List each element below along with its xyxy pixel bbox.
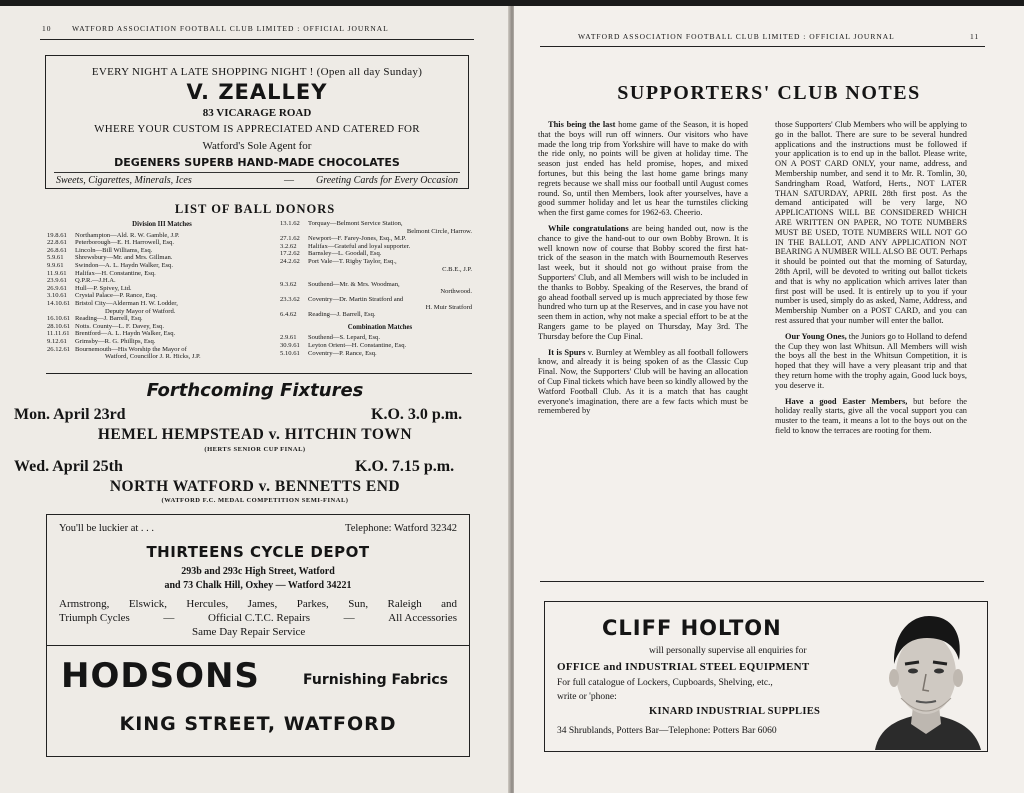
fixture-1-note: (HERTS SENIOR CUP FINAL) (204, 446, 306, 453)
donor-text: Reading—J. Barrell, Esq. (75, 315, 143, 323)
donor-text: Newport—F. Farey-Jones, Esq., M.P. (308, 235, 407, 243)
notes-text-spurs: v. Burnley at Wembley as all football followers know, and already it is being spoken of as the Classic Cup Final. Now, the Supporters' Club will be having an allocation of Cup Final tickets which have been so kindly allowed by the Watford Football Club. As it is a match that has caught everyone's imagination, there are a few facts which must be remembered by (538, 347, 748, 416)
fixture-2-kickoff: K.O. 7.15 p.m. (355, 458, 455, 475)
division-three-heading: Division III Matches (132, 221, 192, 228)
fixture-1-match: HEMEL HEMPSTEAD v. HITCHIN TOWN (97, 426, 413, 443)
notes-para-last-game (538, 120, 748, 218)
left-page (0, 6, 510, 793)
donor-row (280, 288, 480, 296)
zealley-slogan: WHERE YOUR CUSTOM IS APPRECIATED AND CATERED FOR (94, 123, 420, 135)
cliff-holton-portrait (867, 608, 985, 750)
combination-row (280, 342, 480, 350)
left-page-number: 10 (42, 24, 52, 33)
notes-para-ballot (775, 120, 967, 326)
donor-row (280, 235, 480, 243)
combination-heading: Combination Matches (347, 323, 413, 331)
donor-date: 16.10.61 (47, 315, 71, 323)
donor-date: 5.9.61 (47, 254, 64, 262)
donor-row (47, 292, 277, 300)
notes-lead-congratulations: While congratulations (548, 223, 629, 233)
donor-text: Crystal Palace—P. Rance, Esq. (75, 292, 158, 300)
notes-text-congratulations: are being handed out, now is the chance to give the hand-out to our own Bobby Brown. It is well known now of course that Bobby scored the first hat-trick of the season in the match with Bournemouth Reserves last week, but it should not go without praise from the Supporters' Club, and all Members will wish to be included in the thanks to Bobby. Speaking of the Reserves, the brand of go ahead football served up is much appreciated by those few hundred who turn up at the Reserves, and in case you have not seen them in action, why not make a special effort to be at the Rangers game to be played on Thursday, May 3rd. The Thursday before the Cup Final. (538, 223, 748, 341)
right-head-rule (540, 46, 985, 47)
notes-lead-last-game: This being the last (548, 120, 616, 129)
donor-text: Brentford—A. L. Haydn Walker, Esq. (75, 330, 176, 338)
zealley-chocolates: DEGENERS SUPERB HAND-MADE CHOCOLATES (114, 156, 400, 169)
donor-row (47, 315, 277, 323)
donor-text: Northwood. (440, 288, 472, 296)
notes-text-easter: but before the holiday really starts, give all the vocal support you can muster to the team, it means a lot to the boys out on the field to know the terraces are rooting for them. (775, 396, 967, 435)
hodsons-street: KING STREET, WATFORD (119, 713, 397, 735)
donor-row (280, 228, 480, 236)
donor-text: Bournemouth—His Worship the Mayor of (75, 345, 187, 353)
donor-date: 26.9.61 (47, 284, 67, 292)
donor-date: 26.12.61 (47, 345, 71, 353)
donor-text: Torquay—Belmont Service Station, (308, 220, 403, 227)
notes-text-young-ones: the Juniors go to Holland to defend the Cup they won last Whitsun. All Members will wish the boys all the best in the Whitsun Competition, it is hoped that they will have a very pleasant trip and that they return home with the trophy again, Good luck boys, you deserve it. (775, 331, 967, 390)
donor-text: Halifax—Grateful and loyal supporter. (308, 242, 411, 250)
fixtures-top-rule (46, 373, 472, 374)
notes-para-easter (775, 397, 967, 436)
donor-text: Grimsby—R. G. Phillips, Esq. (75, 337, 156, 345)
fixture-2-match: NORTH WATFORD v. BENNETTS END (109, 478, 401, 495)
thirteens-brands-1: Armstrong, Elswick, Hercules, James, Parkes, Sun, Raleigh and (59, 598, 457, 610)
donor-text: Watford, Councillor J. R. Hicks, J.P. (105, 353, 201, 361)
donor-text: Peterborough—E. H. Harrowell, Esq. (75, 239, 175, 247)
donor-row (47, 330, 277, 338)
donor-text: Notts. County—L. F. Davey, Esq. (75, 322, 164, 330)
combination-row (280, 334, 480, 342)
donor-date: 6.4.62 (280, 311, 297, 319)
donor-row (280, 273, 480, 281)
notes-lead-young-ones: Our Young Ones, (785, 331, 847, 341)
thirteens-brands-accessories: All Accessories (388, 612, 457, 624)
thirteens-hodsons-ad (46, 514, 470, 757)
notes-lead-easter: Have a good Easter Members, (785, 396, 908, 406)
thirteens-brands-ctc: Official C.T.C. Repairs (208, 612, 310, 624)
holton-company: KINARD INDUSTRIAL SUPPLIES (649, 706, 821, 717)
donor-row (280, 250, 480, 258)
donor-row (47, 232, 277, 240)
donor-text: Port Vale—T. Rigby Taylor, Esq., (308, 257, 397, 265)
donor-date: 23.9.61 (47, 277, 67, 285)
donor-date: 13.1.62 (280, 220, 300, 227)
donor-date: 24.2.62 (280, 257, 300, 265)
donor-row (47, 346, 277, 354)
zealley-tagline: EVERY NIGHT A LATE SHOPPING NIGHT ! (Open all day Sunday) (91, 66, 423, 78)
thirteens-address-1: 293b and 293c High Street, Watford (181, 566, 335, 577)
donor-date: 30.9.61 (280, 341, 300, 349)
donor-text: Coventry—Dr. Martin Stratford and (308, 295, 404, 303)
donor-text: Deputy Mayor of Watford. (105, 307, 176, 315)
donor-date: 9.12.61 (47, 337, 67, 345)
donor-row (280, 258, 480, 266)
thirteens-address-2: and 73 Chalk Hill, Oxhey — Watford 34221 (164, 580, 352, 591)
donor-row (47, 323, 277, 331)
donor-text: Swindon—A. L. Haydn Walker, Esq. (75, 261, 173, 269)
fixture-2-note: (WATFORD F.C. MEDAL COMPETITION SEMI-FINAL) (161, 497, 349, 504)
donor-date (280, 288, 306, 296)
thirteens-telephone: Telephone: Watford 32342 (345, 523, 457, 534)
thirteens-brands-dash-2: — (343, 612, 355, 624)
donor-text: Halifax—H. Constantine, Esq. (75, 269, 156, 277)
donor-text: Belmont Circle, Harrow. (406, 227, 472, 235)
donor-text (306, 273, 480, 281)
hodsons-name: HODSONS (61, 656, 260, 696)
holton-line-2: OFFICE and INDUSTRIAL STEEL EQUIPMENT (557, 661, 810, 673)
notes-para-congratulations (538, 224, 748, 342)
donor-text: C.B.E., J.P. (442, 265, 472, 273)
notes-column-1 (538, 120, 748, 422)
portrait-image (867, 608, 985, 750)
zealley-footer-dash: — (284, 175, 294, 186)
donor-row (280, 266, 480, 274)
donors-right-column (280, 220, 480, 357)
fixture-2-date: Wed. April 25th (14, 458, 123, 475)
donor-row (280, 243, 480, 251)
notes-lead-spurs: It is Spurs (548, 347, 586, 357)
donor-date (280, 266, 306, 274)
donor-date: 2.9.61 (280, 334, 297, 342)
thirteens-brands-dash-1: — (163, 612, 175, 624)
donor-text: Southend—S. Lepard, Esq. (308, 334, 380, 342)
donors-left-column (47, 219, 277, 361)
notes-text-ballot: those Supporters' Club Members who will be applying to go in the ballot. There are sure to be several hundred applications and the instructions must be followed if your application is to end up in the ballot. Please write, ON A POST CARD ONLY, your name, address, and Membership number, and send it to Mr. R. Tomlin, 30, Sandringham Road, Watford, Herts., NOT LATER THAN SATURDAY, APRIL 28th first post. As the demand anticipated will be very large, NO APPLICATIONS WILL BE CONSIDERED WHICH ARE WRITTEN ON PAPER, NO TOTE NUMBERS MUST BE USED, TOTE NUMBERS WILL NOT GO IN THE BALLOT, AND ANY APPLICATION NOT BEARING A NUMBER WILL ALSO BE OUT. Perhaps it should be pointed out that the morning of Saturday, 28th April, will be devoted to writing out ballot tickets and that is why no application which arrives later than first post will be used. It is entirely up to you if your number is used, simply do as asked, Name, Address, and Membership Number on a POST CARD, and you can rest assured that your number will enter the ballot. (775, 120, 967, 325)
zealley-address: 83 VICARAGE ROAD (202, 107, 312, 119)
donor-date: 27.1.62 (280, 235, 300, 243)
donor-date: 26.8.61 (47, 246, 67, 254)
right-page-number: 11 (970, 32, 980, 41)
donor-row (280, 311, 480, 319)
donor-date: 17.2.62 (280, 250, 300, 258)
donor-text: Coventry—P. Rance, Esq. (308, 349, 377, 357)
donor-text: Southend—Mr. & Mrs. Woodman, (308, 280, 400, 288)
donor-text: Hull—P. Spivey, Ltd. (75, 284, 132, 292)
zealley-footer-left: Sweets, Cigarettes, Minerals, Ices (56, 175, 192, 186)
notes-title: SUPPORTERS' CLUB NOTES (617, 82, 921, 104)
donor-row (47, 300, 277, 308)
donor-date: 14.10.61 (47, 299, 71, 307)
donor-text: Barnsley—L. Goodall, Esq. (308, 250, 382, 258)
thirteens-brands-2 (59, 612, 457, 624)
zealley-ad (45, 55, 469, 189)
donor-text: H. Muir Stratford (425, 303, 472, 311)
thirteens-intro: You'll be luckier at . . . (59, 523, 155, 534)
holton-line-3: For full catalogue of Lockers, Cupboards, Shelving, etc., (557, 678, 773, 688)
donor-date: 9.9.61 (47, 261, 64, 269)
donor-row (47, 338, 277, 346)
donor-row (47, 247, 277, 255)
right-running-head: WATFORD ASSOCIATION FOOTBALL CLUB LIMITED : OFFICIAL JOURNAL (578, 32, 895, 41)
fixture-1-date: Mon. April 23rd (14, 406, 126, 423)
thirteens-service: Same Day Repair Service (192, 626, 306, 638)
donor-row (280, 296, 480, 304)
donor-text: Northampton—Ald. R. W. Gamble, J.P. (75, 231, 180, 239)
right-page (514, 6, 1024, 793)
donor-row (280, 220, 480, 228)
notes-column-2 (775, 120, 967, 442)
donor-date: 22.8.61 (47, 239, 67, 247)
holton-line-4: write or 'phone: (557, 692, 617, 702)
head-rule (40, 39, 474, 40)
donor-row (47, 262, 277, 270)
donor-date: 9.3.62 (280, 280, 297, 288)
donor-date: 3.10.61 (47, 292, 67, 300)
donor-text: Bristol City—Alderman H. W. Lodder, (75, 299, 178, 307)
donor-date: 23.3.62 (280, 295, 300, 303)
holton-address: 34 Shrublands, Potters Bar—Telephone: Potters Bar 6060 (557, 726, 777, 736)
notes-para-spurs (538, 348, 748, 417)
zealley-agent-line: Watford's Sole Agent for (202, 140, 312, 152)
donor-text: Reading—J. Barrell, Esq. (308, 311, 376, 319)
donor-row (280, 281, 480, 289)
donor-date: 3.2.62 (280, 242, 297, 250)
donor-text: Q.P.R.—J.H.A. (75, 277, 116, 285)
holton-line-1: will personally supervise all enquiries for (649, 646, 807, 656)
ball-donors-title: LIST OF BALL DONORS (174, 202, 336, 216)
zealley-footer-right: Greeting Cards for Every Occasion (315, 175, 458, 186)
donor-row (280, 304, 480, 312)
donor-date (280, 304, 306, 312)
donor-row (47, 277, 277, 285)
zealley-divider (54, 172, 460, 173)
donor-date (280, 228, 306, 236)
donor-text: Leyton Orient—H. Constantine, Esq. (308, 341, 407, 349)
donor-date (47, 353, 73, 361)
cliff-holton-ad (544, 601, 988, 752)
fixture-1-kickoff: K.O. 3.0 p.m. (371, 406, 463, 423)
donor-row (47, 270, 277, 278)
notes-bottom-rule (540, 581, 984, 582)
donor-row (47, 239, 277, 247)
donor-row (47, 254, 277, 262)
donor-date (47, 308, 73, 316)
fixtures-title: Forthcoming Fixtures (146, 380, 364, 401)
donor-text: Lincoln—Bill Williams, Esq. (75, 246, 153, 254)
combination-row (280, 350, 480, 358)
thirteens-brands-triumph: Triumph Cycles (59, 612, 130, 624)
notes-para-young-ones (775, 332, 967, 391)
donor-date: 11.9.61 (47, 269, 67, 277)
left-running-head: WATFORD ASSOCIATION FOOTBALL CLUB LIMITED : OFFICIAL JOURNAL (72, 24, 389, 33)
thirteens-name: THIRTEENS CYCLE DEPOT (146, 543, 370, 561)
donor-text: Shrewsbury—Mr. and Mrs. Gillman. (75, 254, 173, 262)
donor-date: 28.10.61 (47, 322, 71, 330)
donor-date: 11.11.61 (47, 330, 70, 338)
ad-divider (47, 645, 469, 646)
donor-date: 5.10.61 (280, 349, 300, 357)
donor-row (47, 285, 277, 293)
hodsons-tagline: Furnishing Fabrics (303, 672, 449, 688)
donor-row (47, 353, 277, 361)
donor-date: 19.8.61 (47, 231, 67, 239)
donor-date (280, 273, 306, 281)
zealley-name: V. ZEALLEY (186, 80, 328, 104)
donor-row (47, 308, 277, 316)
holton-name: CLIFF HOLTON (602, 616, 782, 640)
notes-text-last-game: home game of the Season, it is hoped that the boys will run off winners. Our visitors who have made the long trip from Yorkshire will have to make do with the ride only, no points will be given at holiday time. The season just ended has held promise, hopes, and mixed fortunes, but this being the last home game brings many regrets because we shall miss our football until August comes round. So, until then Members, look after yourselves, have a good summer holiday and let us hear the turnstiles clicking when the first game comes for 1962-63. Cheerio. (538, 120, 748, 218)
